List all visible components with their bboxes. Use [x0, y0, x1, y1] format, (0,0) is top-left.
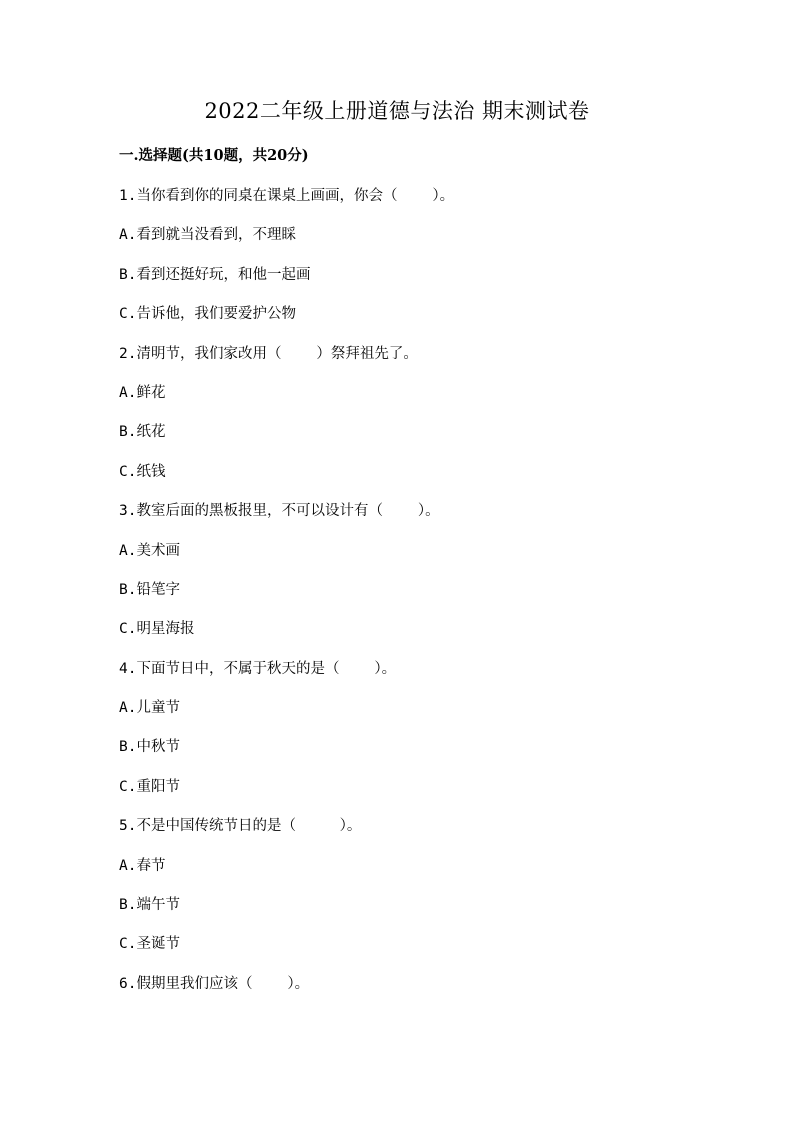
answer-option: A.春节	[119, 857, 166, 874]
question-text: 2.清明节，我们家改用（ ）祭拜祖先了。	[119, 345, 418, 362]
answer-option: B.铅笔字	[119, 581, 180, 598]
answer-option: A.鲜花	[119, 384, 166, 401]
answer-option: C.告诉他，我们要爱护公物	[119, 306, 296, 323]
answer-option: C.圣诞节	[119, 936, 180, 953]
question-text: 4.下面节日中，不属于秋天的是（ ）。	[119, 660, 397, 677]
answer-option: A.美术画	[119, 542, 180, 559]
answer-option: C.纸钱	[119, 463, 166, 480]
question-text: 5.不是中国传统节日的是（ ）。	[119, 818, 362, 835]
section-heading: 一.选择题(共10题，共20分)	[119, 147, 309, 164]
question-list	[119, 185, 719, 1012]
answer-option: C.重阳节	[119, 778, 180, 795]
answer-option: B.端午节	[119, 897, 180, 914]
question-text: 1.当你看到你的同桌在课桌上画画，你会（ ）。	[119, 188, 455, 204]
document-title: 2022二年级上册道德与法治 期末测试卷	[204, 99, 590, 123]
answer-option: C.明星海报	[119, 621, 195, 638]
answer-option: B.看到还挺好玩，和他一起画	[119, 266, 311, 283]
answer-option: B.中秋节	[119, 739, 180, 756]
answer-option: A.看到就当没看到，不理睬	[119, 227, 296, 244]
question-text: 3.教室后面的黑板报里，不可以设计有（ ）。	[119, 503, 440, 520]
answer-option: A.儿童节	[119, 700, 180, 717]
answer-option: B.纸花	[119, 424, 166, 441]
question-text: 6.假期里我们应该（ ）。	[119, 975, 310, 992]
